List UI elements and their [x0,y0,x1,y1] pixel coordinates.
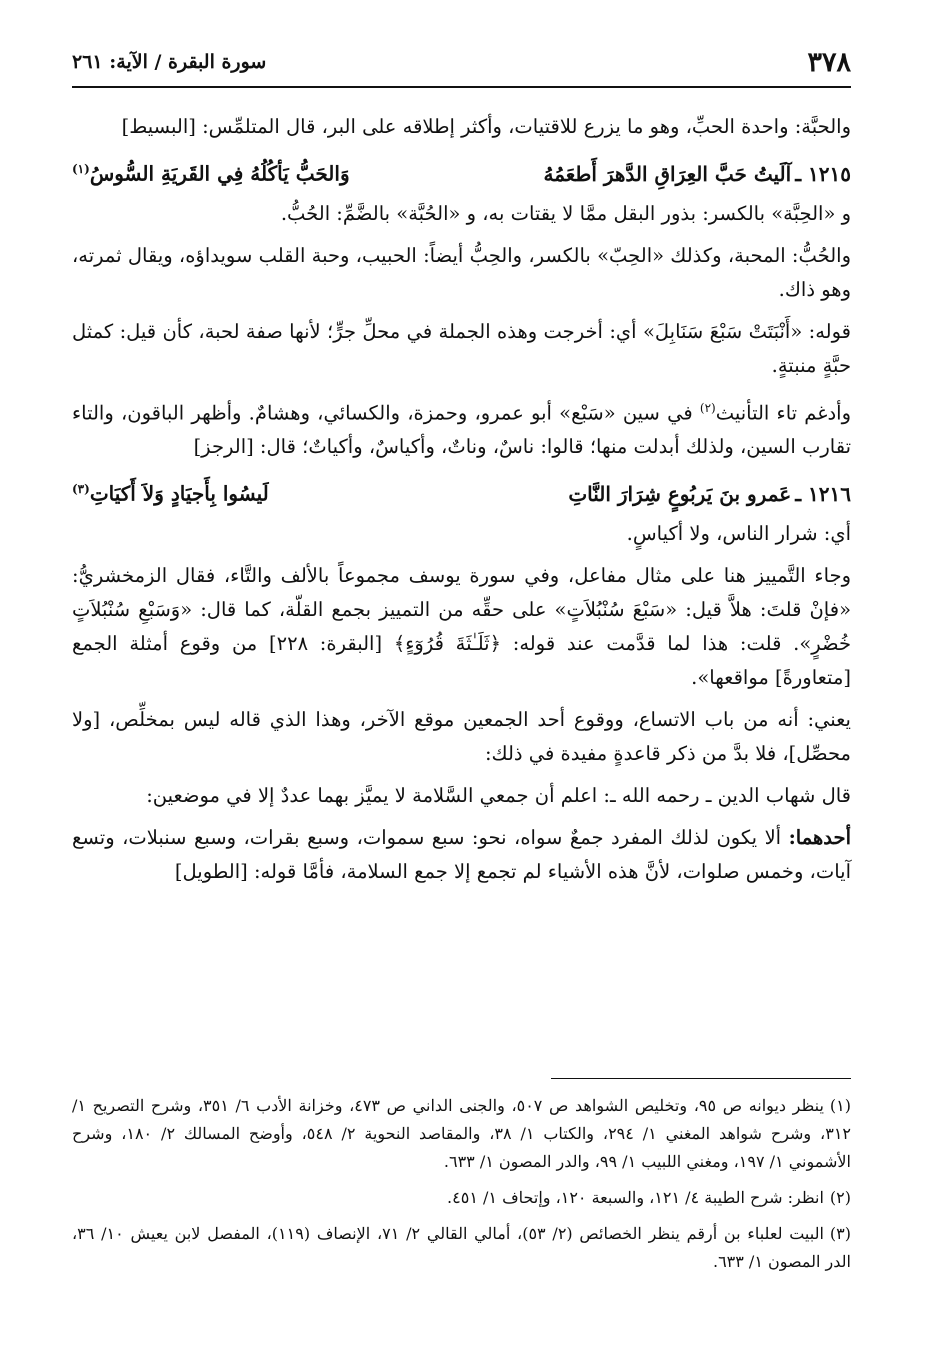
paragraph-habba: والحبَّة: واحدة الحبِّ، وهو ما يزرع للاقتيات، وأكثر إطلاقه على البر، قال المتلمِّس: [البسيط] [121,115,851,138]
main-text [72,110,851,897]
paragraph-text: في سين «سَبْع» أبو عمرو، وحمزة، والكسائي، وهشامٌ. وأظهر الباقون، والتاء تقارب السين، ولذلك أبدلت منها؛ قالوا: ناسٌ، وناتٌ، وأكياسٌ، وأكياتٌ؛ قال: [الرجز] [72,401,851,459]
paragraph-ittisa: يعني: أنه من باب الاتساع، ووقوع أحد الجمعين موقع الآخر، وهذا الذي قاله ليس بمخلِّص، [ولا محصِّل]، فلا بدَّ من ذكر قاعدةٍ مفيدة في ذلك: [72,707,851,765]
verse-number: ١٢١٥ ـ [795,161,851,186]
footnote-ref: (١) [71,162,90,176]
paragraph-shihab: قال شهاب الدين ـ رحمه الله ـ: اعلم أن جمعي السَّلامة لا يميَّز بهما عددٌ إلا في موضعين: [146,783,851,807]
verse-1215 [72,152,851,191]
paragraph-hibba: و «الحِبَّة» بالكسر: بذور البقل ممَّا لا يقتات به، و «الحُبَّة» بالضَّمِّ: الحُبُّ. [280,201,851,225]
footnote-rule [551,1078,851,1079]
footnotes [72,1092,851,1284]
page-header [72,38,851,86]
footnote-item [72,1220,851,1276]
footnote-number: (١) [829,1096,851,1115]
footnote-ref: (٢) [699,400,716,415]
verse-number: ١٢١٦ ـ [795,481,851,506]
paragraph-text: ألا يكون لذلك المفرد جمعٌ سواه، نحو: سبع سموات، وسبع بقرات، وسبع سنبلات، وتسع آيات، وخمس صلوات، لأنَّ هذه الأشياء لم تجمع إلا جمع السلامة، فأمَّا قوله: [الطويل] [72,825,851,883]
footnote-item [72,1092,851,1176]
verse-second-hemistich-text: لَيسُوا بِأَجيَادٍ وَلاَ أَكيَاتِ [89,481,269,506]
paragraph-text: وأدغم تاء التأنيث [715,401,851,425]
page-number: ٣٧٨ [807,46,851,78]
footnote-item [72,1184,851,1212]
paragraph-zamakhshari: وجاء التَّمييز هنا على مثال مفاعل، وفي سورة يوسف مجموعاً بالألف والتَّاء، فقال الزمخشريُّ: «فإنْ قلتَ: هلاَّ قيل: «سَبْعَ سُنْبُلاَتٍ» على حقِّه من التمييز بجمع القلّة، كما قال: «وَسَبْعِ سُنْبُلاَتٍ خُضْرٍ». قلت: هذا لما قدَّمت عند قوله: ﴿ثَلَـٰثَةَ قُرُوٓءٍ﴾ [البقرة: ٢٢٨] من وقوع أمثلة الجمع [متعاورةً] مواقعها». [72,563,851,689]
paragraph-ahaduhuma [72,821,851,889]
paragraph-idgham [72,391,851,465]
footnote-number: (٣) [829,1224,851,1243]
footnote-number: (٢) [829,1188,851,1207]
footnote-text: ينظر ديوانه ص ٩٥، وتخليص الشواهد ص ٥٠٧، والجنى الداني ص ٤٧٣، وخزانة الأدب ٦/ ٣٥١، وشرح التصريح ١/ ٣١٢، وشرح شواهد المغني ١/ ٢٩٤، والكتاب ١/ ٣٨، والمقاصد النحوية ٢/ ٥٤٨، وأوضح المسالك ٢/ ١٨٠، وشرح الأشموني ١/ ١٩٧، ومغني اللبيب ١/ ٩٩، والدر المصون ١/ ٦٣٣. [72,1096,851,1171]
footnote-text: البيت لعلباء بن أرقم ينظر الخصائص (٢/ ٥٣)، أمالي القالي ٢/ ٧١، الإنصاف (١١٩)، المفصل لابن يعيش ١٠/ ٣٦، الدر المصون ١/ ٦٣٣. [72,1224,851,1271]
verse-second-hemistich [72,472,432,511]
running-title: سورة البقرة / الآية: ٢٦١ [72,51,267,73]
paragraph-sharar: أي: شرار الناس، ولا أكياسٍ. [626,521,851,545]
paragraph-hubb: والحُبُّ: المحبة، وكذلك «الحِبّ» بالكسر، والحِبُّ أيضاً: الحبيب، وحبة القلب سويداؤه، ويقال ثمرته، وهو ذاك. [72,243,851,301]
verse-first-hemistich: عَمرو بنَ يَربُوعٍ شِرَارَ النَّاتِ [568,481,792,506]
header-rule [72,86,851,88]
verse-second-hemistich [72,152,432,191]
verse-second-hemistich-text: وَالحَبُّ يَأكُلُهُ فِي القَريَةِ السُّوسُ [89,161,350,186]
bold-lead: أحدهما: [788,825,851,849]
verse-first-hemistich: آلَيتُ حَبَّ العِرَاقِ الدَّهرَ أَطعَمُهُ [543,161,792,186]
verse-1216 [72,472,851,511]
footnote-ref: (٣) [71,482,90,497]
footnote-text: انظر: شرح الطيبة ٤/ ١٢١، والسبعة ١٢٠، وإتحاف ١/ ٤٥١. [447,1188,824,1207]
paragraph-anbatat: قوله: «أَنْبَتَتْ سَبْعَ سَنَابِلَ» أي: أخرجت وهذه الجملة في محلِّ جرٍّ؛ لأنها صفة لحبة، كأن قيل: كمثل حبَّةٍ منبتةٍ. [72,319,851,377]
